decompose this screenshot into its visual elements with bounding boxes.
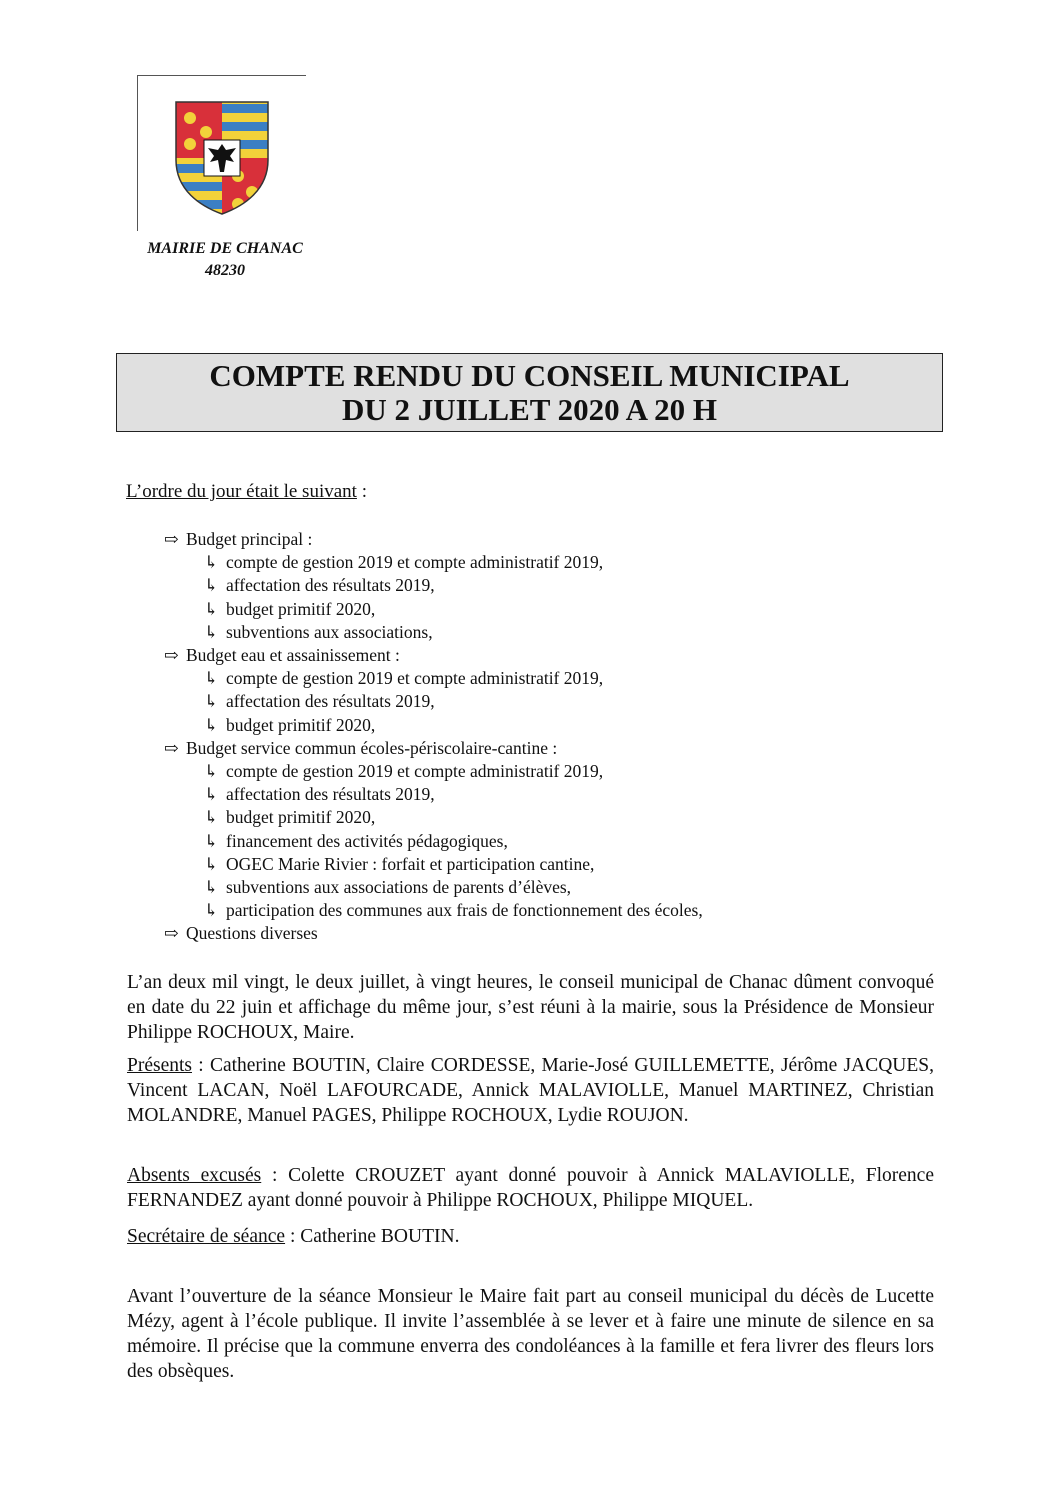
agenda-item-label: Budget service commun écoles-périscolaire-cantine : [186,737,558,758]
arrow-down-right-icon: ↳ [204,784,219,805]
arrow-right-icon: ⇨ [164,923,179,944]
arrow-down-right-icon: ↳ [204,761,219,782]
arrow-down-right-icon: ↳ [204,691,219,712]
arrow-down-right-icon: ↳ [204,900,219,921]
absents-paragraph [127,1163,934,1213]
agenda-list [164,528,703,946]
agenda-subitem [164,621,703,644]
agenda-subitem-label: OGEC Marie Rivier : forfait et participation cantine, [226,853,595,874]
title-line-2: DU 2 JUILLET 2020 A 20 H [342,391,717,427]
agenda-item [164,737,703,760]
agenda-subitem-label: compte de gestion 2019 et compte administratif 2019, [226,668,604,689]
arrow-down-right-icon: ↳ [204,877,219,898]
agenda-item [164,922,703,945]
agenda-subitem [164,714,703,737]
document-title-box [116,353,943,432]
agenda-subitem [164,551,703,574]
absents-label: Absents excusés [127,1165,262,1186]
closing-paragraph: Avant l’ouverture de la séance Monsieur le Maire fait part au conseil municipal du décès de Lucette Mézy, agent à l’école publique. Il invite l’assemblée à se lever et à faire une minute de silence en sa mémoire. Il précise que la commune enverra des condoléances à la famille et fera livrer des fleurs lors des obsèques. [127,1286,934,1382]
arrow-down-right-icon: ↳ [204,714,219,735]
agenda-item-label: Budget eau et assainissement : [186,645,400,666]
arrow-right-icon: ⇨ [164,645,179,666]
agenda-subitem-label: affectation des résultats 2019, [226,784,435,805]
mairie-name: MAIRIE DE CHANAC [147,240,303,257]
agenda-subitem-label: affectation des résultats 2019, [226,691,435,712]
title-line-1: COMPTE RENDU DU CONSEIL MUNICIPAL [209,357,850,393]
arrow-down-right-icon: ↳ [204,575,219,596]
agenda-subitem [164,876,703,899]
agenda-subitem [164,830,703,853]
agenda-subitem [164,574,703,597]
agenda-item [164,528,703,551]
agenda-subitem-label: subventions aux associations, [226,621,433,642]
arrow-down-right-icon: ↳ [204,668,219,689]
presents-label: Présents [127,1055,192,1076]
agenda-item-label: Budget principal : [186,529,313,549]
arrow-down-right-icon: ↳ [204,830,219,851]
agenda-subitem-label: budget primitif 2020, [226,598,376,619]
presents-paragraph [127,1053,934,1128]
agenda-subitem-label: budget primitif 2020, [226,714,376,735]
agenda-item-label: Questions diverses [186,923,318,944]
agenda-subitem [164,598,703,621]
agenda-intro-label: L’ordre du jour était le suivant [126,481,357,502]
secretaire-label: Secrétaire de séance [127,1226,286,1247]
municipal-crest-logo [172,98,272,216]
agenda-item [164,644,703,667]
presents-text: : Catherine BOUTIN, Claire CORDESSE, Marie-José GUILLEMETTE, Jérôme JACQUES, Vincent LACAN, Noël LAFOURCADE, Annick MALAVIOLLE, Manuel MARTINEZ, Christian MOLANDRE, Manuel PAGES, Philippe ROCHOUX, Lydie ROUJON. [127,1055,934,1126]
secretaire-text: : Catherine BOUTIN. [285,1226,460,1247]
arrow-down-right-icon: ↳ [204,853,219,874]
agenda-subitem [164,853,703,876]
agenda-subitem [164,783,703,806]
logo-frame [137,75,306,231]
agenda-subitem-label: participation des communes aux frais de fonctionnement des écoles, [226,900,703,921]
opening-paragraph: L’an deux mil vingt, le deux juillet, à vingt heures, le conseil municipal de Chanac dûment convoqué en date du 22 juin et affichage du même jour, s’est réuni à la mairie, sous la Présidence de Monsieur Philippe ROCHOUX, Maire. [127,972,934,1043]
agenda-subitem [164,667,703,690]
agenda-subitem [164,690,703,713]
agenda-intro [126,481,367,503]
agenda-subitem-label: financement des activités pédagogiques, [226,830,508,851]
agenda-subitem-label: subventions aux associations de parents d’élèves, [226,877,572,898]
agenda-subitem-label: compte de gestion 2019 et compte administratif 2019, [226,552,604,573]
absents-text: : Colette CROUZET ayant donné pouvoir à Annick MALAVIOLLE, Florence FERNANDEZ ayant donné pouvoir à Philippe ROCHOUX, Philippe MIQUEL. [127,1165,934,1211]
arrow-down-right-icon: ↳ [204,807,219,828]
arrow-down-right-icon: ↳ [204,552,219,573]
secretaire-paragraph [127,1224,934,1249]
agenda-subitem [164,760,703,783]
arrow-down-right-icon: ↳ [204,621,219,642]
agenda-subitem [164,806,703,829]
agenda-intro-suffix: : [356,481,367,502]
agenda-subitem-label: compte de gestion 2019 et compte administratif 2019, [226,761,604,782]
agenda-subitem-label: budget primitif 2020, [226,807,376,828]
arrow-right-icon: ⇨ [164,529,179,549]
arrow-right-icon: ⇨ [164,737,179,758]
mairie-heading [110,238,340,282]
agenda-subitem-label: affectation des résultats 2019, [226,575,435,596]
agenda-subitem [164,899,703,922]
arrow-down-right-icon: ↳ [204,598,219,619]
mairie-postcode: 48230 [205,262,245,279]
